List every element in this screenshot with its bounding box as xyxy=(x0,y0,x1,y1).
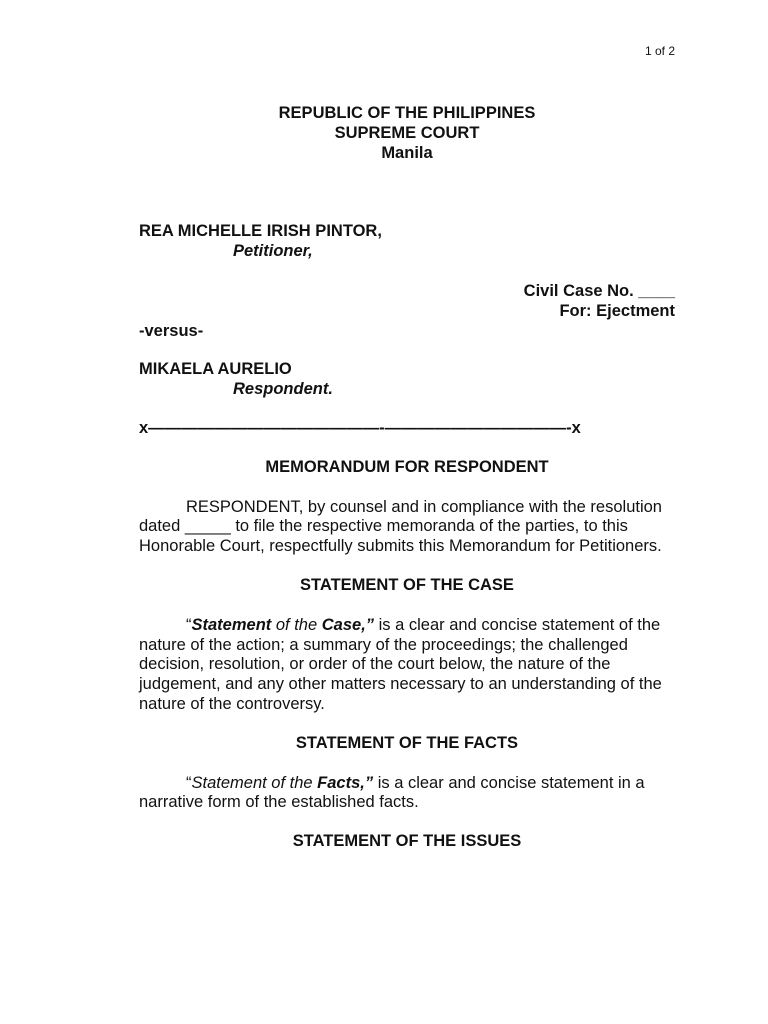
court-header xyxy=(139,104,675,163)
case-open-quote: “ xyxy=(186,615,192,634)
petitioner-name: REA MICHELLE IRISH PINTOR, xyxy=(139,222,382,241)
caption-divider: x——————————————-———————————-x xyxy=(139,418,581,437)
case-definition-text: is a clear and concise statement of the nature of the action; a summary of the proceedings; the challenged decision, resolution, or order of the court below, the nature of the judgement, and any other matters necessary to an understanding of the nature of the controversy. xyxy=(139,615,662,713)
court-header-court: SUPREME COURT xyxy=(334,123,480,142)
facts-term-statement-of-the: Statement of the xyxy=(191,773,318,792)
heading-statement-of-issues: STATEMENT OF THE ISSUES xyxy=(292,832,522,851)
document-body xyxy=(139,104,675,852)
facts-definition-text: is a clear and concise statement in a narrative form of the established facts. xyxy=(139,773,645,812)
heading-statement-of-facts: STATEMENT OF THE FACTS xyxy=(295,733,519,752)
document-title: MEMORANDUM FOR RESPONDENT xyxy=(265,457,549,476)
respondent-role: Respondent. xyxy=(233,380,333,399)
court-header-republic: REPUBLIC OF THE PHILIPPINES xyxy=(278,104,536,122)
statement-of-facts-paragraph xyxy=(139,774,675,814)
case-number: Civil Case No. ____ xyxy=(523,281,675,300)
case-term-statement: Statement xyxy=(191,615,272,634)
case-nature: For: Ejectment xyxy=(559,301,675,320)
facts-open-quote: “ xyxy=(186,773,192,792)
statement-of-case-paragraph xyxy=(139,616,675,715)
case-close-quote: ,” xyxy=(361,615,375,634)
heading-statement-of-case: STATEMENT OF THE CASE xyxy=(300,575,514,594)
petitioner-block xyxy=(139,222,675,262)
facts-term-facts: Facts xyxy=(317,773,361,792)
facts-close-quote: ,” xyxy=(360,773,374,792)
versus-label: -versus- xyxy=(139,321,204,340)
court-header-city: Manila xyxy=(381,143,433,162)
case-info xyxy=(139,282,675,322)
petitioner-role: Petitioner, xyxy=(233,242,313,261)
respondent-block xyxy=(139,360,675,400)
case-term-case: Case xyxy=(321,615,362,634)
case-term-of-the: of the xyxy=(271,615,322,634)
page-indicator: 1 of 2 xyxy=(644,44,675,58)
intro-paragraph: RESPONDENT, by counsel and in compliance with the resolution dated _____ to file the respective memoranda of the parties, to this Honorable Court, respectfully submits this Memorandum for Petitioners. xyxy=(139,497,662,556)
respondent-name: MIKAELA AURELIO xyxy=(139,360,292,379)
